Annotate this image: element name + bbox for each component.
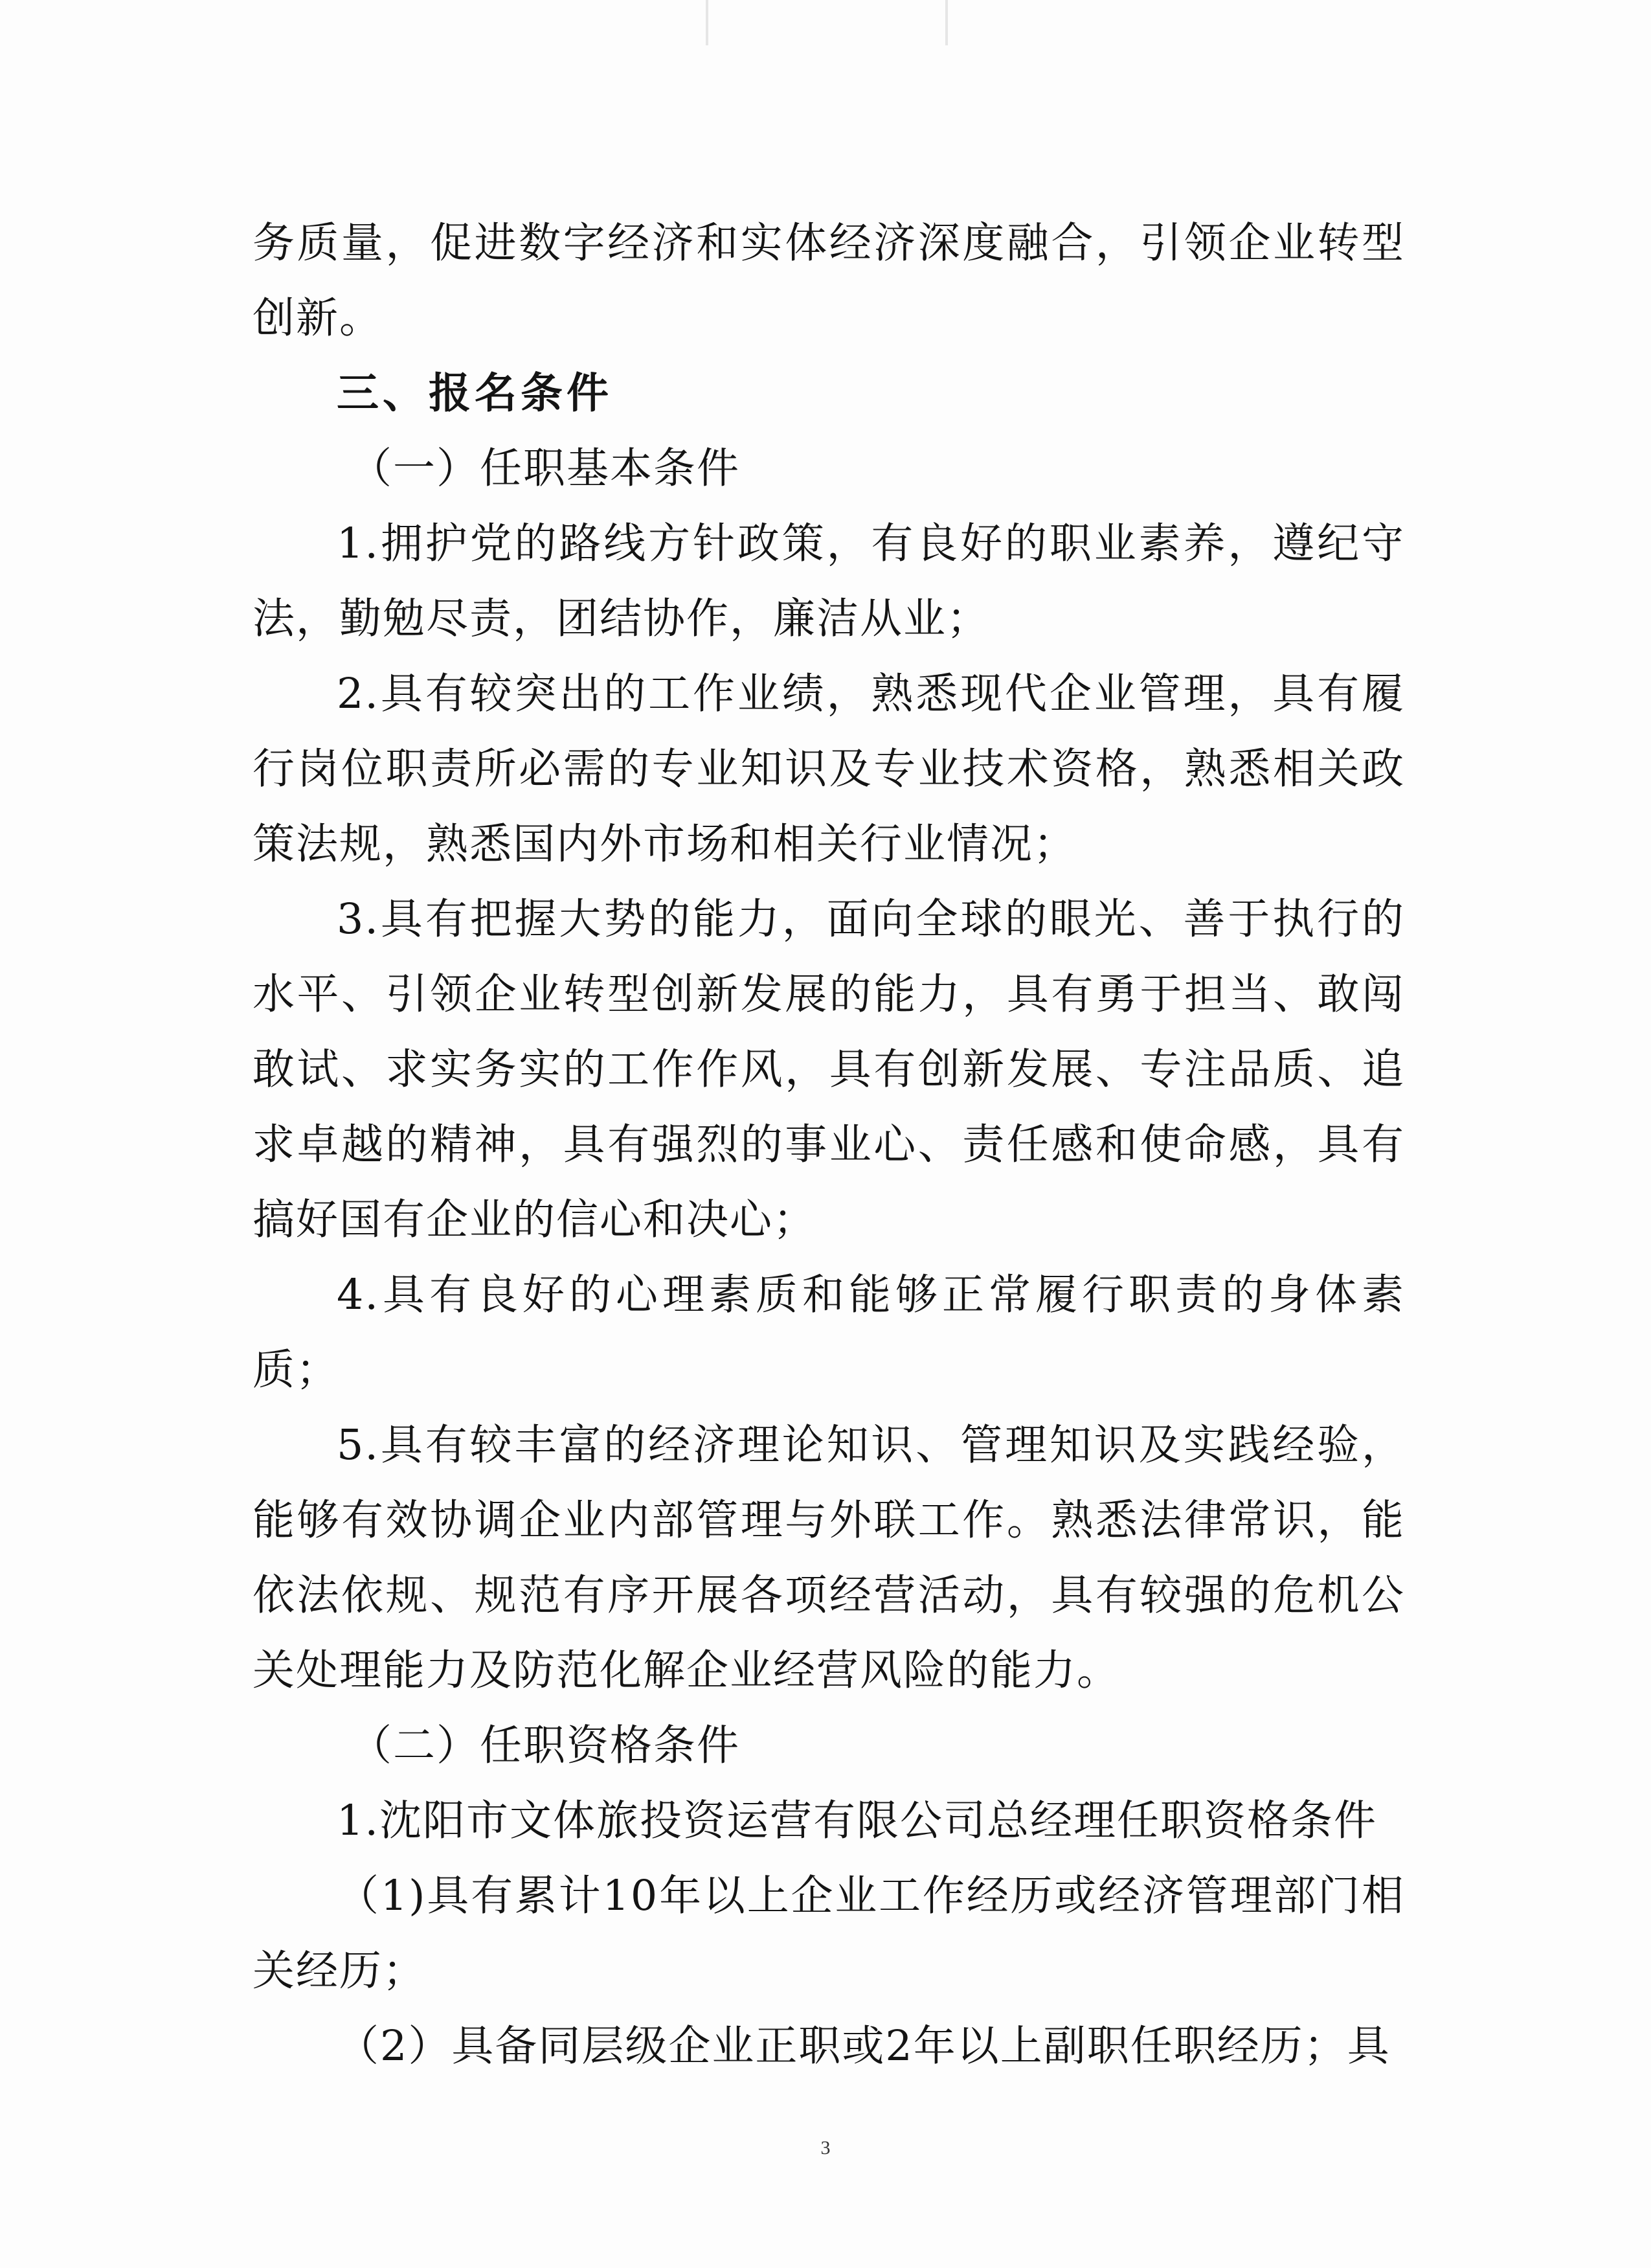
list-item-basic-3: 3.具有把握大势的能力，面向全球的眼光、善于执行的水平、引领企业转型创新发展的能力，具有勇于担当、敢闯敢试、求实务实的工作作风，具有创新发展、专注品质、追求卓越的精神，具有强烈的事业心、责任感和使命感，具有搞好国有企业的信心和决心；: [253, 895, 1405, 1244]
list-item-qualification-1-2: （2）具备同层级企业正职或2年以上副职任职经历；具: [337, 2022, 1391, 2070]
list-item-basic-5: 5.具有较丰富的经济理论知识、管理知识及实践经验，能够有效协调企业内部管理与外联工作。熟悉法律常识，能依法依规、规范有序开展各项经营活动，具有较强的危机公关处理能力及防范化解企业经营风险的能力。: [253, 1421, 1405, 1695]
document-body: [253, 206, 1405, 2084]
list-item-qualification-1-1: （1)具有累计10年以上企业工作经历或经济管理部门相关经历；: [253, 1872, 1405, 1995]
subsection-heading-basic-conditions: （一）任职基本条件: [350, 444, 741, 493]
list-item-basic-2: 2.具有较突出的工作业绩，熟悉现代企业管理，具有履行岗位职责所必需的专业知识及专业技术资格，熟悉相关政策法规，熟悉国内外市场和相关行业情况；: [253, 670, 1405, 868]
paragraph-continuation: 务质量，促进数字经济和实体经济深度融合，引领企业转型创新。: [253, 219, 1405, 343]
list-item-basic-1: 1.拥护党的路线方针政策，有良好的职业素养，遵纪守法，勤勉尽责，团结协作，廉洁从业；: [253, 519, 1405, 643]
subsection-heading-qualification-conditions: （二）任职资格条件: [350, 1721, 741, 1770]
page-number: 3: [820, 2137, 831, 2159]
list-item-basic-4: 4.具有良好的心理素质和能够正常履行职责的身体素质；: [253, 1271, 1405, 1394]
section-heading-registration-conditions: 三、报名条件: [337, 369, 613, 418]
scan-artifact: [945, 0, 948, 45]
list-item-qualification-1: 1.沈阳市文体旅投资运营有限公司总经理任职资格条件: [337, 1797, 1378, 1845]
scan-artifact: [706, 0, 708, 45]
